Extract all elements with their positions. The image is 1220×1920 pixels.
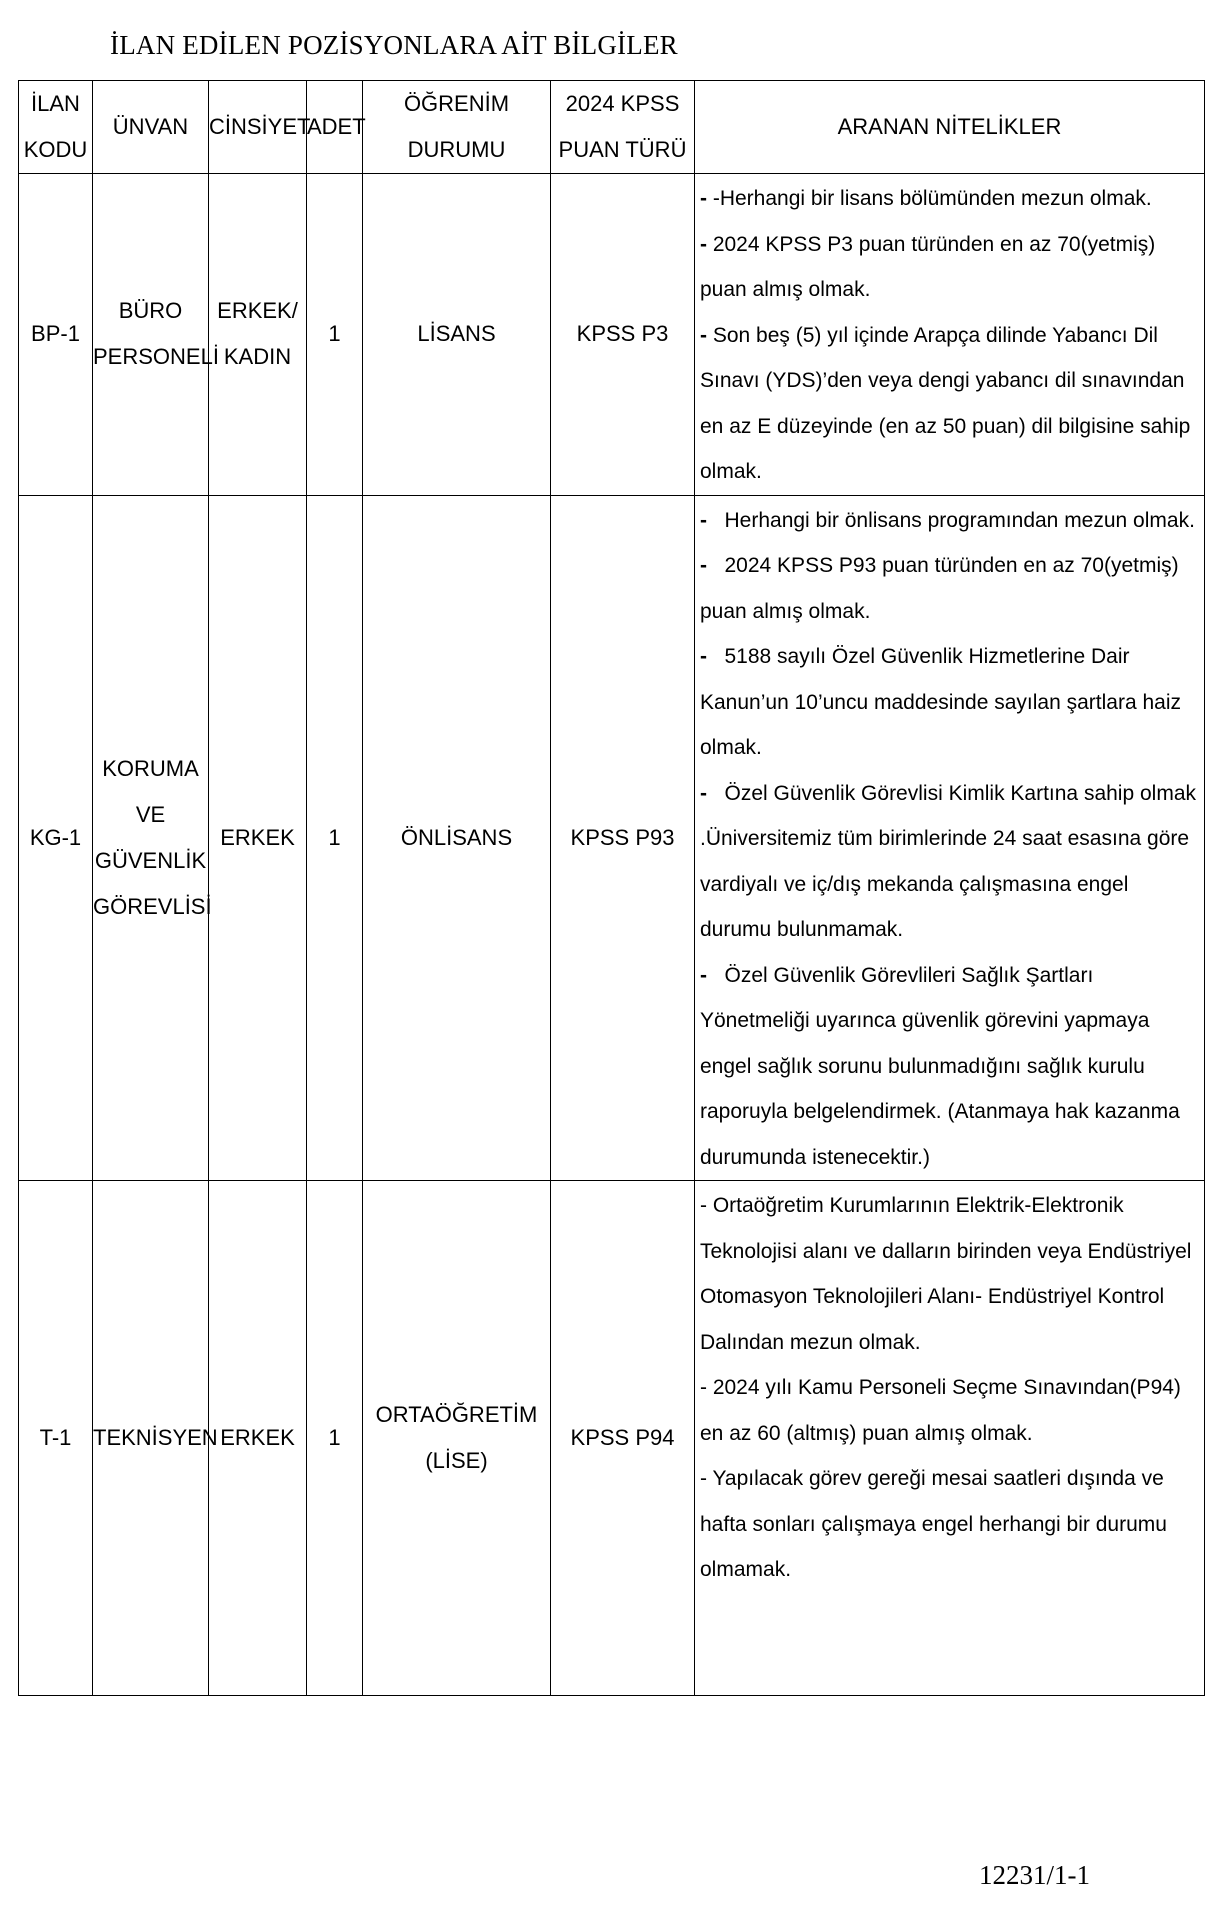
cell-gender: ERKEK: [209, 495, 307, 1181]
header-score: 2024 KPSS PUAN TÜRÜ: [551, 81, 695, 174]
cell-count: 1: [307, 495, 363, 1181]
cell-title: BÜRO PERSONELİ: [93, 174, 209, 496]
qualification-item: - Yapılacak görev gereği mesai saatleri dışında ve hafta sonları çalışmaya engel herhangi bir durumu olmamak.: [700, 1467, 1167, 1581]
table-row: [19, 1181, 1205, 1696]
cell-education: LİSANS: [363, 174, 551, 496]
header-qualifications: ARANAN NİTELİKLER: [695, 81, 1205, 174]
cell-count: 1: [307, 1181, 363, 1696]
qualification-item: - 2024 KPSS P3 puan türünden en az 70(yetmiş) puan almış olmak.: [700, 232, 1156, 301]
qualification-item: - -Herhangi bir lisans bölümünden mezun olmak.: [700, 187, 1152, 210]
header-education: ÖĞRENİM DURUMU: [363, 81, 551, 174]
cell-qualifications: [695, 495, 1205, 1181]
positions-table: [18, 80, 1205, 1696]
table-row: [19, 174, 1205, 496]
qualification-item: - Ortaöğretim Kurumlarının Elektrik-Elektronik Teknolojisi alanı ve dalların birinden veya Endüstriyel Otomasyon Teknolojileri Alanı- Endüstriyel Kontrol Dalından mezun olmak.: [700, 1194, 1192, 1354]
cell-qualifications: [695, 1181, 1205, 1696]
cell-count: 1: [307, 174, 363, 496]
header-title: ÜNVAN: [93, 81, 209, 174]
cell-gender: ERKEK: [209, 1181, 307, 1696]
cell-qualifications: [695, 174, 1205, 496]
cell-score: KPSS P3: [551, 174, 695, 496]
header-gender: CİNSİYET: [209, 81, 307, 174]
page-title: İLAN EDİLEN POZİSYONLARA AİT BİLGİLER: [110, 30, 678, 60]
cell-score: KPSS P93: [551, 495, 695, 1181]
header-row: [19, 81, 1205, 174]
qualification-item: - 2024 yılı Kamu Personeli Seçme Sınavından(P94) en az 60 (altmış) puan almış olmak.: [700, 1376, 1181, 1445]
qualification-item: - 5188 sayılı Özel Güvenlik Hizmetlerine Dair Kanun’un 10’uncu maddesinde sayılan şartlara haiz olmak.: [700, 645, 1181, 759]
header-code: İLAN KODU: [19, 81, 93, 174]
cell-education: ÖNLİSANS: [363, 495, 551, 1181]
cell-education: ORTAÖĞRETİM (LİSE): [363, 1181, 551, 1696]
qualification-item: - 2024 KPSS P93 puan türünden en az 70(yetmiş) puan almış olmak.: [700, 554, 1179, 623]
cell-title: KORUMA VE GÜVENLİK GÖREVLİSİ: [93, 495, 209, 1181]
cell-score: KPSS P94: [551, 1181, 695, 1696]
cell-gender: ERKEK/ KADIN: [209, 174, 307, 496]
qualification-item: - Özel Güvenlik Görevlisi Kimlik Kartına sahip olmak .Üniversitemiz tüm birimlerinde 24 saat esasına göre vardiyalı ve iç/dış mekanda çalışmasına engel durumu bulunmamak.: [700, 781, 1196, 941]
qualification-item: - Özel Güvenlik Görevlileri Sağlık Şartları Yönetmeliği uyarınca güvenlik görevini yapmaya engel sağlık sorunu bulunmadığını sağlık kurulu raporuyla belgelendirmek. (Atanmaya hak kazanma durumunda istenecektir.): [700, 963, 1180, 1169]
qualification-item: - Herhangi bir önlisans programından mezun olmak.: [700, 508, 1195, 532]
cell-code: T-1: [19, 1181, 93, 1696]
document-number: 12231/1-1: [979, 1860, 1090, 1890]
header-count: ADET: [307, 81, 363, 174]
cell-code: BP-1: [19, 174, 93, 496]
table-row: [19, 495, 1205, 1181]
qualification-item: - Son beş (5) yıl içinde Arapça dilinde Yabancı Dil Sınavı (YDS)’den veya dengi yabancı dil sınavından en az E düzeyinde (en az 50 puan) dil bilgisine sahip olmak.: [700, 323, 1191, 483]
cell-code: KG-1: [19, 495, 93, 1181]
cell-title: TEKNİSYEN: [93, 1181, 209, 1696]
